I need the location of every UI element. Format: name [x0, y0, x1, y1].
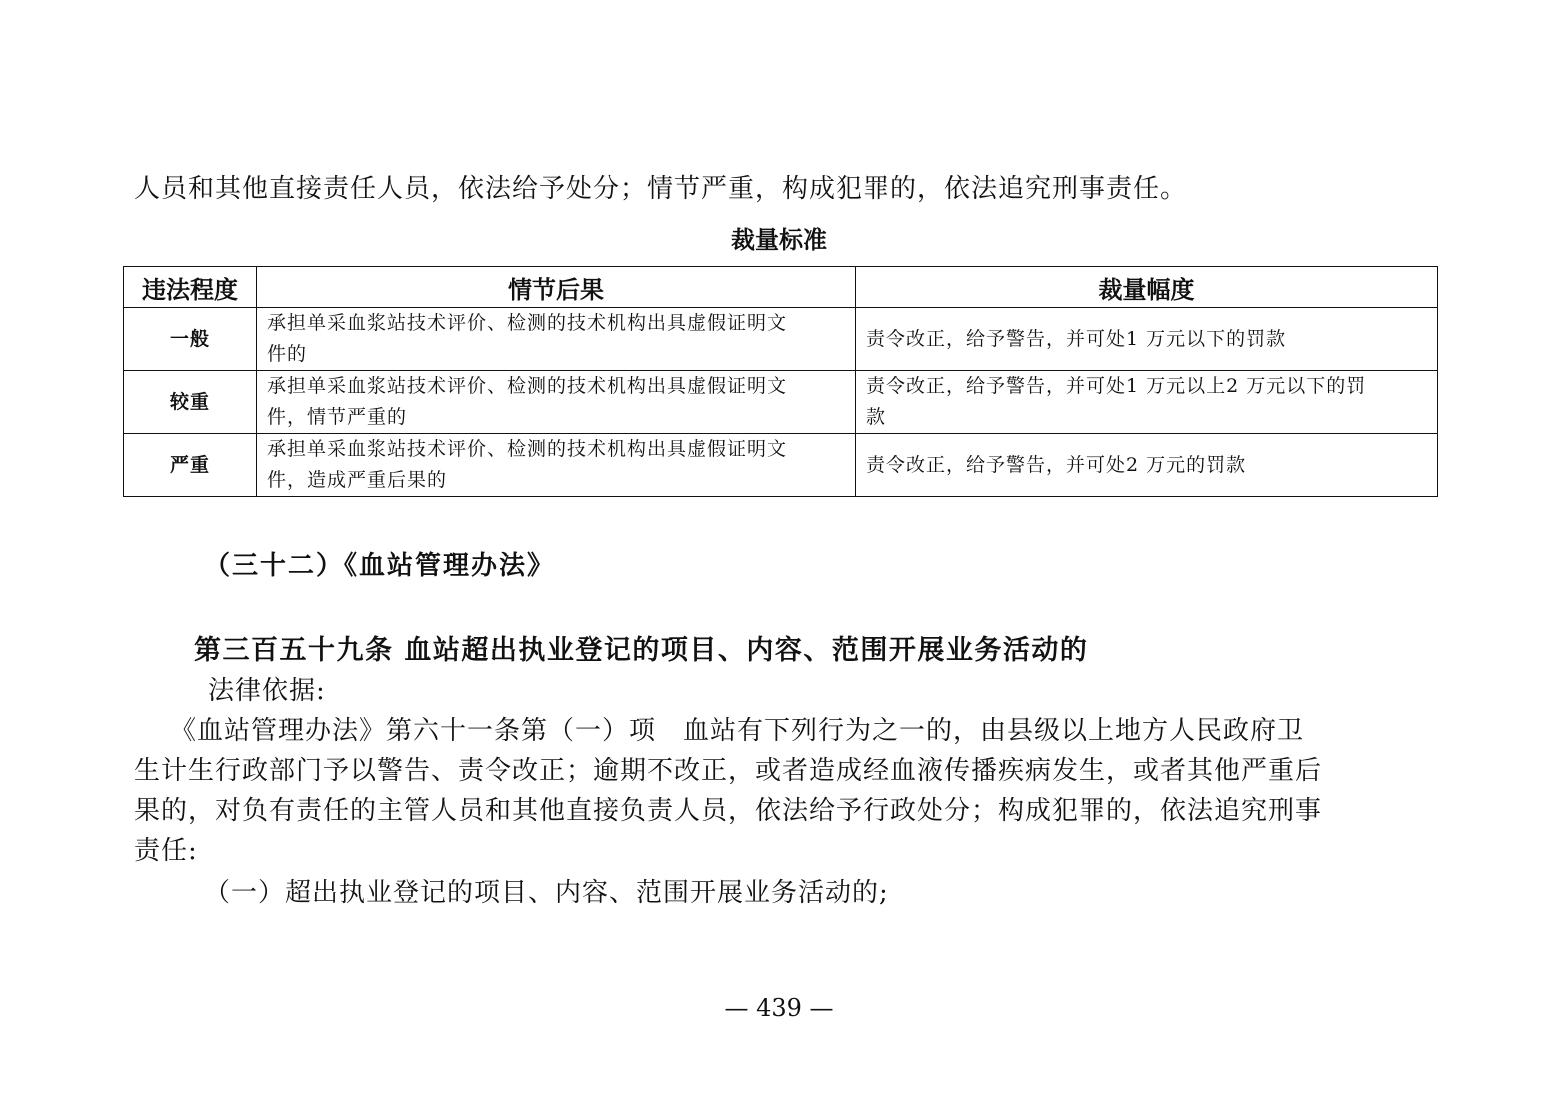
cell-text-line: 件，情节严重的 [267, 406, 408, 428]
header-violation-level: 违法程度 [124, 267, 257, 308]
cell-text-line: 件，造成严重后果的 [267, 469, 448, 491]
cell-text-line: 责令改正，给予警告，并可处1 万元以上2 万元以下的罚 [866, 375, 1367, 397]
table-header-row [124, 267, 1438, 308]
cell-text-line: 件的 [267, 343, 308, 365]
level-cell: 严重 [124, 434, 257, 497]
penalty-range-cell [856, 308, 1438, 371]
table-title: 裁量标准 [731, 226, 827, 254]
penalty-range-cell [856, 434, 1438, 497]
header-penalty-range: 裁量幅度 [856, 267, 1438, 308]
header-consequence: 情节后果 [257, 267, 856, 308]
section-heading: （三十二）《血站管理办法》 [204, 551, 556, 581]
intro-text: 人员和其他直接责任人员，依法给予处分；情节严重，构成犯罪的，依法追究刑事责任。 [134, 174, 1188, 204]
level-cell: 较重 [124, 371, 257, 434]
paragraph-line: 《血站管理办法》第六十一条第（一）项 血站有下列行为之一的，由县级以上地方人民政府卫 [170, 716, 1305, 746]
paragraph-line: 果的，对负有责任的主管人员和其他直接负责人员，依法给予行政处分；构成犯罪的，依法追究刑事 [134, 796, 1323, 826]
table-row [124, 434, 1438, 497]
paragraph-line: 责任: [134, 836, 198, 866]
table-row [124, 308, 1438, 371]
cell-text-line: 责令改正，给予警告，并可处1 万元以下的罚款 [866, 327, 1287, 350]
cell-text-line: 承担单采血浆站技术评价、检测的技术机构出具虚假证明文 [267, 438, 788, 460]
discretion-standard-table [123, 266, 1438, 497]
level-cell: 一般 [124, 308, 257, 371]
cell-text-line: 款 [866, 406, 887, 428]
legal-basis-label: 法律依据: [208, 676, 326, 706]
cell-text-line: 承担单采血浆站技术评价、检测的技术机构出具虚假证明文 [267, 312, 788, 334]
consequence-cell [257, 308, 856, 371]
penalty-range-cell [856, 371, 1438, 434]
table-row [124, 371, 1438, 434]
cell-text-line: 承担单采血浆站技术评价、检测的技术机构出具虚假证明文 [267, 375, 788, 397]
article-heading: 第三百五十九条 血站超出执业登记的项目、内容、范围开展业务活动的 [194, 635, 1089, 666]
paragraph-line: 生计生行政部门予以警告、责令改正；逾期不改正，或者造成经血液传播疾病发生，或者其他严重后 [134, 756, 1323, 786]
page-number: — 439 — [724, 994, 834, 1022]
list-item: （一）超出执业登记的项目、内容、范围开展业务活动的; [204, 878, 889, 908]
consequence-cell [257, 371, 856, 434]
cell-text-line: 责令改正，给予警告，并可处2 万元的罚款 [866, 453, 1247, 476]
consequence-cell [257, 434, 856, 497]
